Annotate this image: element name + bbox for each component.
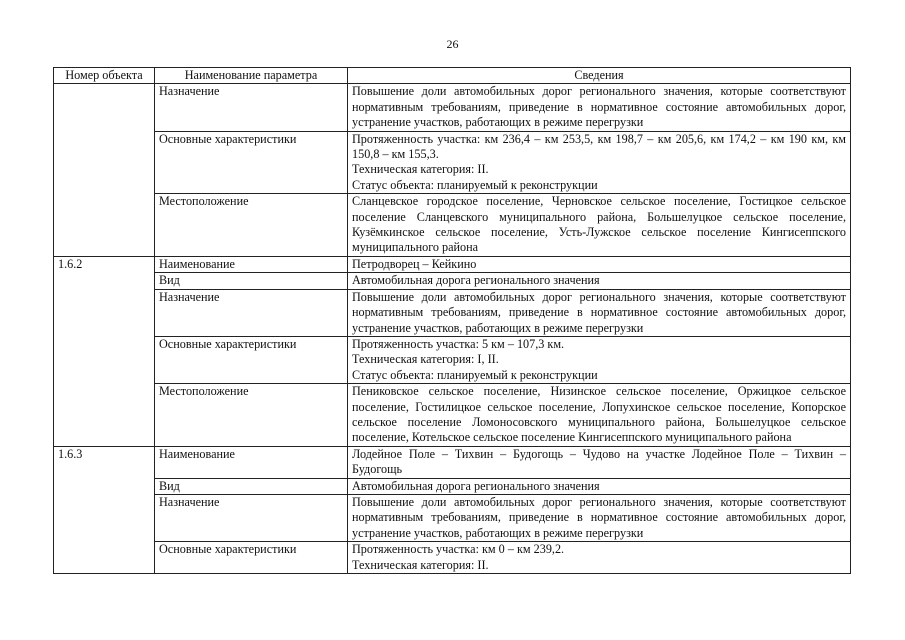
details-line: Лодейное Поле – Тихвин – Будогощь – Чудово на участке Лодейное Поле – Тихвин – Будогощь	[352, 446, 846, 477]
parameter-name-cell: Основные характеристики	[155, 131, 348, 194]
page-number: 26	[446, 37, 459, 51]
details-cell	[348, 494, 851, 541]
details-line: Автомобильная дорога регионального значения	[352, 478, 600, 493]
table-row	[54, 336, 851, 383]
parameter-name-cell: Назначение	[155, 84, 348, 131]
details-cell	[348, 336, 851, 383]
details-line: Техническая категория: II.	[352, 162, 489, 177]
object-number-cell: 1.6.2	[54, 256, 155, 446]
details-cell	[348, 194, 851, 257]
details-line: Статус объекта: планируемый к реконструкции	[352, 177, 598, 192]
details-cell	[348, 273, 851, 289]
parameter-name-cell: Назначение	[155, 289, 348, 336]
details-cell	[348, 84, 851, 131]
parameter-name-cell: Вид	[155, 273, 348, 289]
details-line: Протяженность участка: км 236,4 – км 253,5, км 198,7 – км 205,6, км 174,2 – км 190 км, км 150,8 – км 155,3.	[352, 131, 846, 162]
object-number-cell: 1.6.3	[54, 446, 155, 573]
object-number-cell	[54, 84, 155, 256]
table-row	[54, 289, 851, 336]
table-row	[54, 194, 851, 257]
details-cell	[348, 478, 851, 494]
details-cell	[348, 289, 851, 336]
parameter-name-cell: Местоположение	[155, 384, 348, 447]
details-line: Протяженность участка: 5 км – 107,3 км.	[352, 336, 565, 351]
details-line: Повышение доли автомобильных дорог регионального значения, которые соответствуют нормативным требованиям, приведение в нормативное состояние автомобильных дорог, устранение участков, работающих в режиме перегрузки	[352, 84, 846, 130]
details-line: Протяженность участка: км 0 – км 239,2.	[352, 542, 565, 557]
details-line: Техническая категория: I, II.	[352, 352, 499, 367]
header-object-number: Номер объекта	[54, 68, 155, 84]
details-cell	[348, 131, 851, 194]
details-line: Техническая категория: II.	[352, 557, 489, 572]
details-line: Повышение доли автомобильных дорог регионального значения, которые соответствуют нормативным требованиям, приведение в нормативное состояние автомобильных дорог, устранение участков, работающих в режиме перегрузки	[352, 289, 846, 335]
details-line: Повышение доли автомобильных дорог регионального значения, которые соответствуют нормативным требованиям, приведение в нормативное состояние автомобильных дорог, устранение участков, работающих в режиме перегрузки	[352, 494, 846, 540]
table-row	[54, 446, 851, 478]
table-row	[54, 131, 851, 194]
details-line: Пениковское сельское поселение, Низинское сельское поселение, Оржицкое сельское поселение, Гостилицкое сельское поселение, Лопухинское сельское поселение, Копорское сельское поселение Ломоносовского муниципального района, Большелуцкое сельское поселение, Котельское сельское поселение Кингисеппского муниципального района	[352, 384, 846, 445]
table-row	[54, 494, 851, 541]
details-cell	[348, 446, 851, 478]
parameter-name-cell: Наименование	[155, 256, 348, 272]
table-row	[54, 478, 851, 494]
parameter-name-cell: Назначение	[155, 494, 348, 541]
table-header-row	[54, 68, 851, 84]
details-line: Сланцевское городское поселение, Черновское сельское поселение, Гостицкое сельское поселение Сланцевского муниципального района, Большелуцкое сельское поселение, Кузёмкинское сельское поселение, Усть-Лужское сельское поселение Кингисеппского муниципального района	[352, 194, 846, 255]
table-row	[54, 542, 851, 574]
parameter-name-cell: Основные характеристики	[155, 336, 348, 383]
table-row	[54, 256, 851, 272]
parameter-name-cell: Вид	[155, 478, 348, 494]
details-line: Статус объекта: планируемый к реконструкции	[352, 367, 598, 382]
table-row	[54, 273, 851, 289]
parameter-name-cell: Наименование	[155, 446, 348, 478]
table-body	[54, 84, 851, 574]
details-line: Автомобильная дорога регионального значения	[352, 273, 600, 288]
object-parameters-table	[53, 67, 851, 574]
parameter-name-cell: Основные характеристики	[155, 542, 348, 574]
table-row	[54, 84, 851, 131]
parameter-name-cell: Местоположение	[155, 194, 348, 257]
header-details: Сведения	[348, 68, 851, 84]
details-cell	[348, 256, 851, 272]
details-cell	[348, 542, 851, 574]
details-line: Петродворец – Кейкино	[352, 256, 477, 271]
header-parameter-name: Наименование параметра	[155, 68, 348, 84]
details-cell	[348, 384, 851, 447]
table-row	[54, 384, 851, 447]
